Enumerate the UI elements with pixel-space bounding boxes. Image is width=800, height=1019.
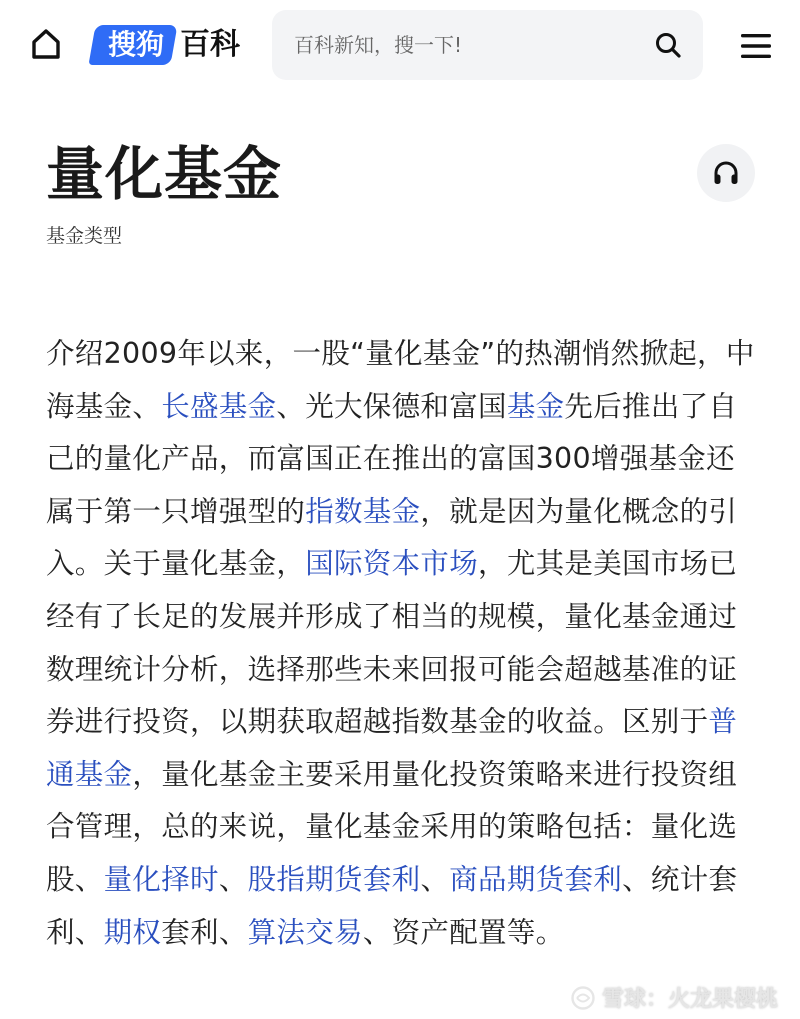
article-text: 套利、 [161, 915, 248, 949]
article-link[interactable]: 普通基金 [46, 705, 738, 791]
search-icon [654, 31, 682, 59]
watermark-text: 雪球：火龙果樱桃 [601, 987, 778, 1012]
article-link[interactable]: 长盛基金 [161, 389, 277, 423]
logo-badge [88, 25, 177, 65]
search-input[interactable] [294, 10, 624, 80]
article-text: ，量化基金主要采用量化投资策略来进行投资组合管理，总的来说，量化基金采用的策略包括：量化选股、 [46, 757, 738, 896]
article-text: 、 [218, 862, 248, 896]
logo-text: 百科 [180, 27, 241, 62]
article-link[interactable]: 基金 [506, 389, 565, 423]
article-text: 、光大保德和富国 [276, 389, 507, 423]
article-text: 、 [420, 862, 450, 896]
page-title: 量化基金 [46, 140, 283, 208]
article-link[interactable]: 国际资本市场 [305, 547, 479, 581]
site-logo[interactable] [92, 22, 240, 68]
article-text: 、资产配置等。 [362, 915, 565, 949]
menu-button[interactable] [736, 26, 776, 66]
top-bar [0, 0, 800, 92]
article-link[interactable]: 商品期货套利 [449, 862, 623, 896]
article-text: 、统计套利、 [46, 862, 738, 949]
article-paragraph [46, 328, 758, 959]
article-text: 介绍2009年以来，一股“量化基金”的热潮悄然掀起，中海基金、 [46, 337, 755, 423]
article-text: ，尤其是美国市场已经有了长足的发展并形成了相当的规模，量化基金通过数理统计分析，选择那些未来回报可能会超越基准的证券进行投资，以期获取超越指数基金的收益。区别于 [46, 547, 738, 739]
article-text: 先后推出了自己的量化产品，而富国正在推出的富国300增强基金还属于第一只增强型的 [46, 389, 738, 528]
home-icon [28, 26, 64, 62]
article-text: ，就是因为量化概念的引入。关于量化基金， [46, 494, 738, 581]
watermark [570, 982, 778, 1013]
article-link[interactable]: 股指期货套利 [247, 862, 421, 896]
page-subtitle: 基金类型 [46, 225, 123, 247]
audio-button[interactable] [697, 144, 755, 202]
search-box [272, 10, 703, 80]
article-link[interactable]: 量化择时 [103, 862, 219, 896]
article-link[interactable]: 算法交易 [247, 915, 363, 949]
search-button[interactable] [653, 30, 683, 60]
menu-icon [739, 31, 773, 61]
logo-badge-text: 搜狗 [108, 28, 165, 61]
article-link[interactable]: 指数基金 [305, 494, 421, 528]
home-button[interactable] [24, 22, 68, 66]
article-link[interactable]: 期权 [103, 915, 162, 949]
snowball-logo-icon [570, 985, 596, 1011]
headphones-icon [711, 158, 741, 188]
